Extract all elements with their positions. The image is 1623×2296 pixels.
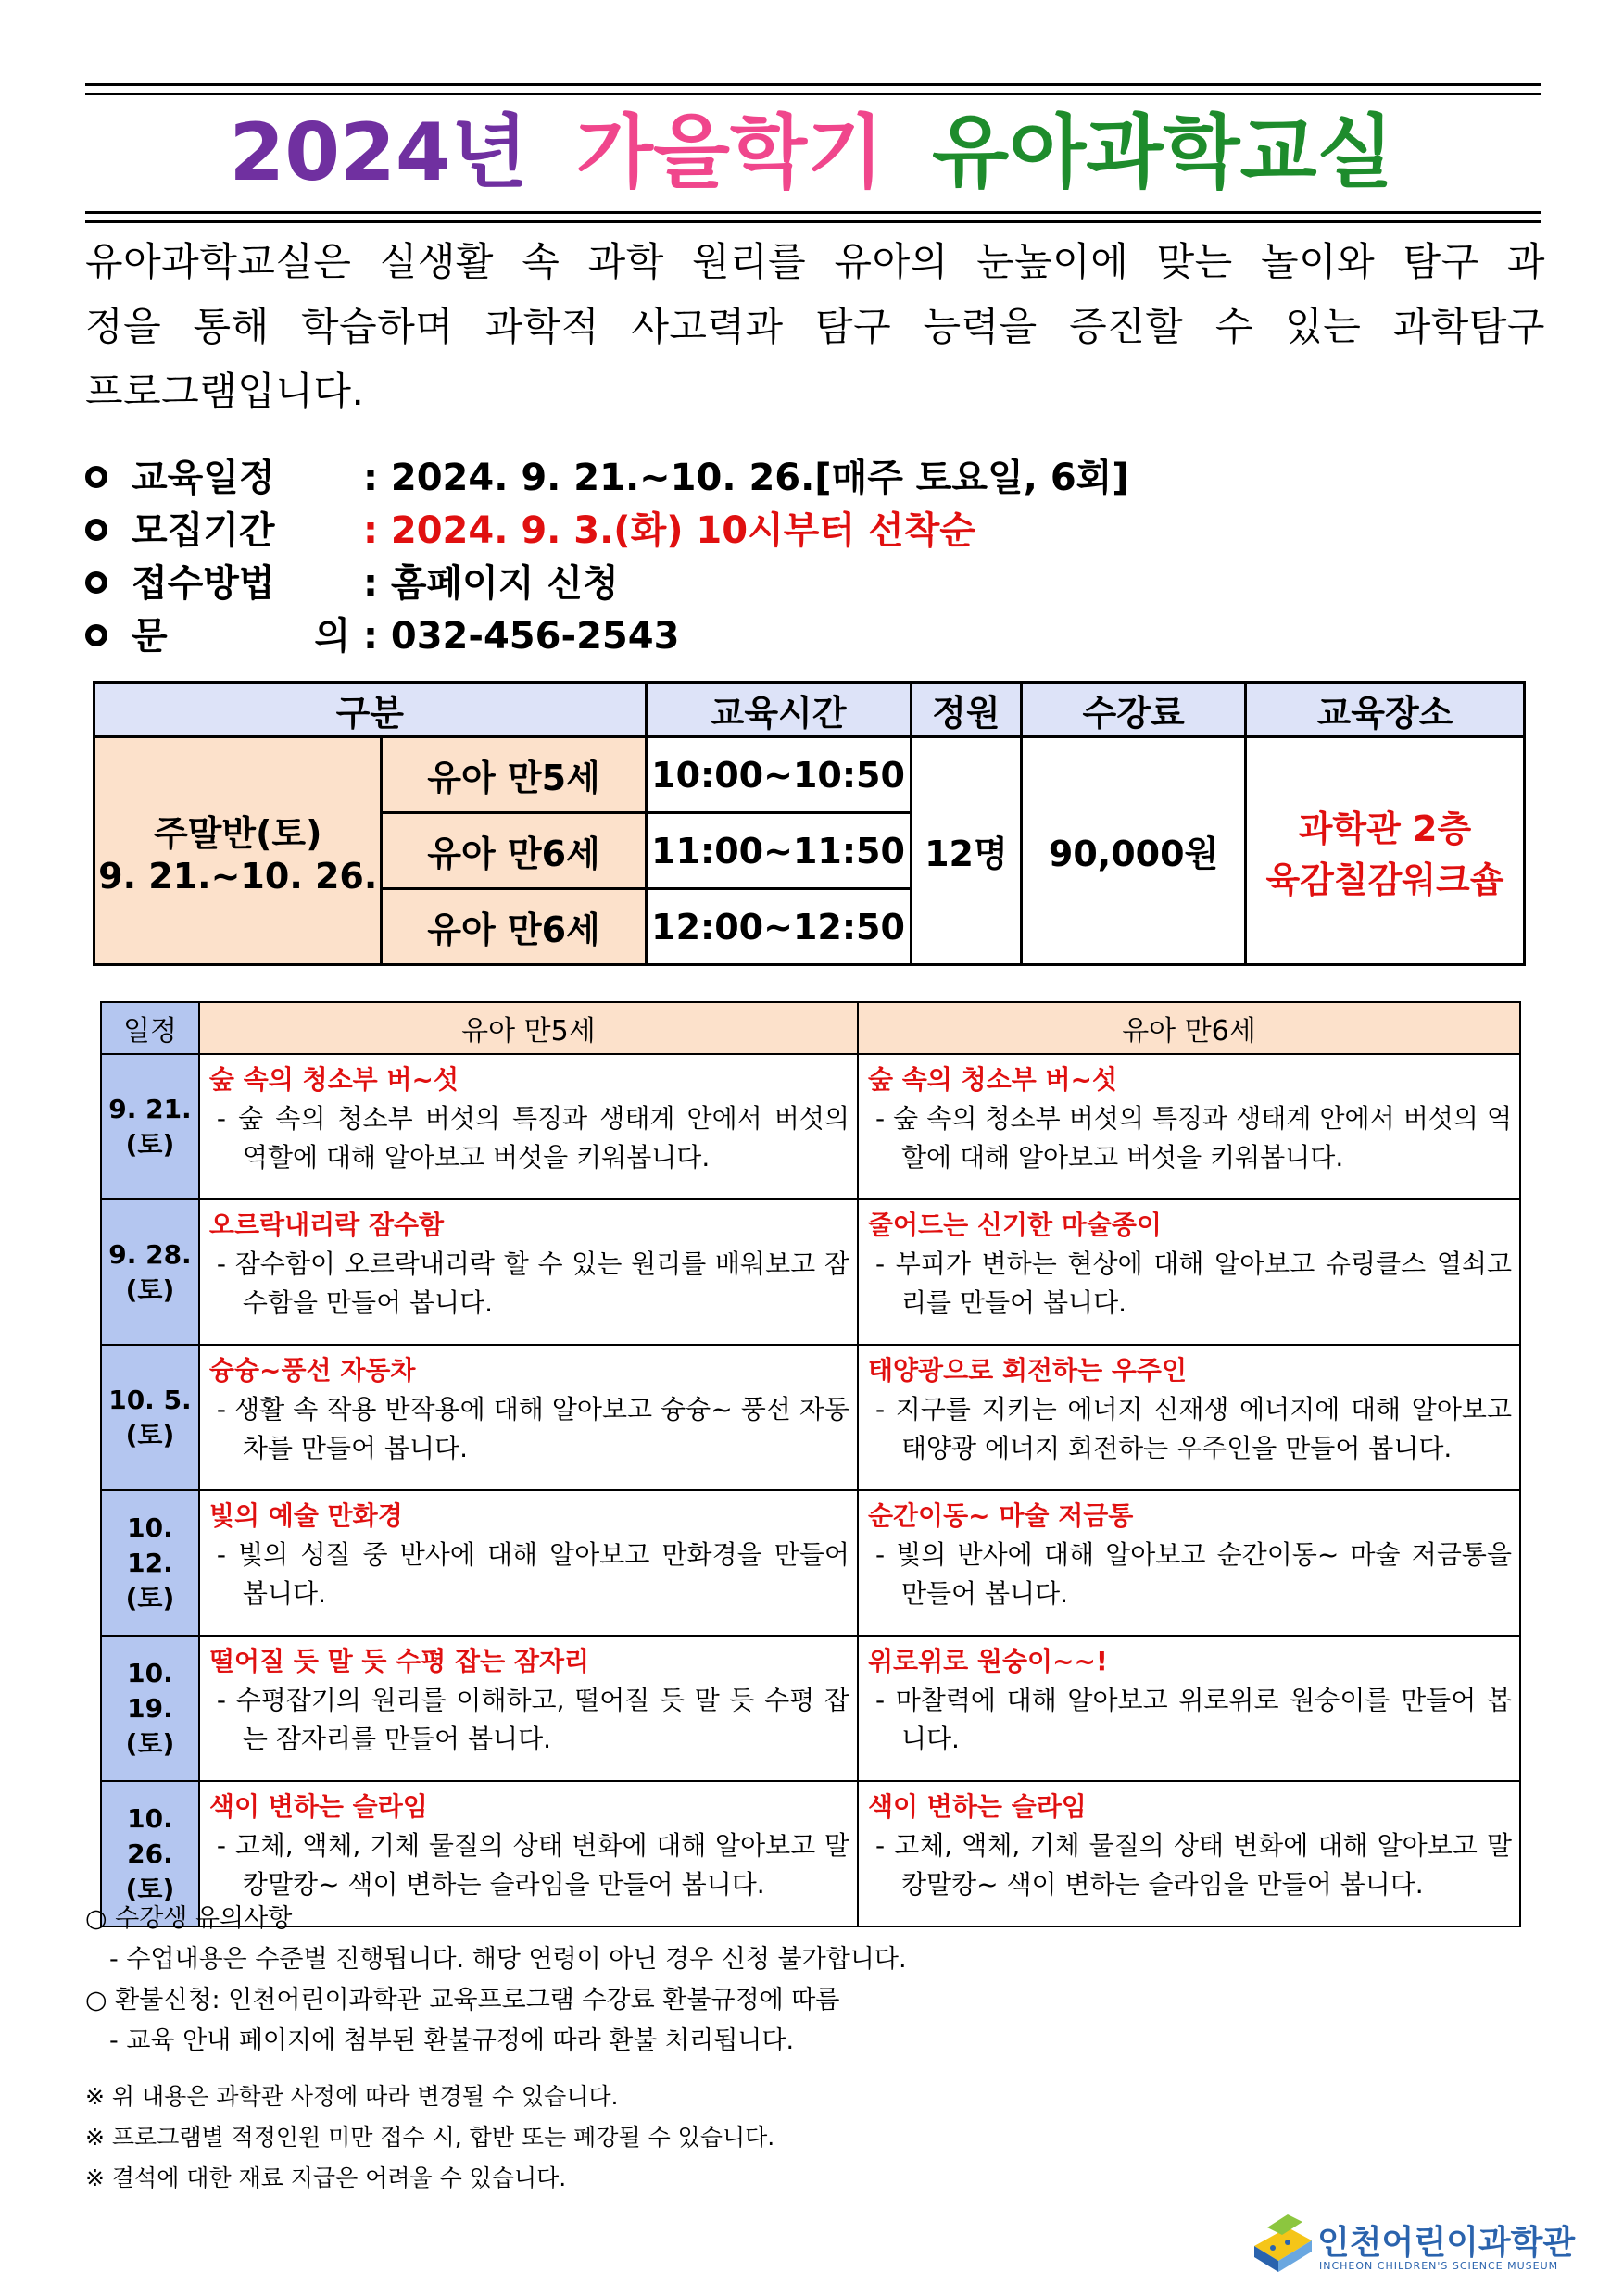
info-value: 홈페이지 신청 (390, 562, 619, 605)
lesson-cell (858, 1781, 1520, 1926)
time-cell: 12:00~12:50 (646, 889, 911, 965)
lesson-cell (858, 1199, 1520, 1345)
remark: ※ 위 내용은 과학관 사정에 따라 변경될 수 있습니다. (85, 2083, 619, 2110)
lesson-desc: - 숲 속의 청소부 버섯의 특징과 생태계 안에서 버섯의 역할에 대해 알아보고 버섯을 키워봅니다. (874, 1103, 1512, 1173)
info-value: 032-456-2543 (390, 615, 680, 658)
table-row (101, 1345, 1520, 1490)
lesson-title: 숲 속의 청소부 버~섯 (208, 1064, 459, 1095)
note-item: - 수업내용은 수준별 진행됩니다. 해당 연령이 아닌 경우 신청 불가합니다. (109, 1945, 907, 1974)
bullet-icon (85, 466, 107, 488)
lesson-desc: - 잠수함이 오르락내리락 할 수 있는 원리를 배워보고 잠수함을 만들어 봅니다. (216, 1248, 849, 1318)
table-row (101, 1054, 1520, 1199)
info-recruit: 모집기간 : 2024. 9. 3.(화) 10시부터 선착순 (85, 505, 975, 557)
bullet-icon (85, 519, 107, 541)
info-label: 교육일정 (132, 457, 275, 499)
title-rule-2 (85, 220, 1541, 223)
age-cell: 유아 만6세 (382, 889, 646, 965)
info-schedule: 교육일정 : 2024. 9. 21.~10. 26.[매주 토요일, 6회] (85, 452, 1129, 504)
notes-block (85, 1899, 907, 2062)
lesson-cell (858, 1345, 1520, 1490)
age-cell: 유아 만6세 (382, 813, 646, 889)
lesson-title: 태양광으로 회전하는 우주인 (867, 1355, 1188, 1386)
remarks-block (85, 2076, 774, 2199)
info-label: 문 의 (132, 615, 350, 658)
date-cell: 10. 12. (토) (101, 1490, 199, 1636)
lesson-desc: - 고체, 액체, 기체 물질의 상태 변화에 대해 알아보고 말캉말캉~ 색이 변하는 슬라임을 만들어 봅니다. (874, 1830, 1512, 1900)
fee-cell: 90,000원 (1022, 737, 1246, 965)
class-cell (94, 737, 382, 965)
lesson-cell (858, 1490, 1520, 1636)
lesson-cell (199, 1636, 858, 1781)
lesson-desc: - 빛의 성질 중 반사에 대해 알아보고 만화경을 만들어 봅니다. (216, 1539, 849, 1609)
note-item: - 교육 안내 페이지에 첨부된 환불규정에 따라 환불 처리됩니다. (109, 2026, 795, 2055)
remark: ※ 프로그램별 적정인원 미만 접수 시, 합반 또는 폐강될 수 있습니다. (85, 2124, 775, 2151)
header-fee: 수강료 (1022, 683, 1246, 737)
lesson-desc: - 마찰력에 대해 알아보고 위로위로 원숭이를 만들어 봅니다. (874, 1685, 1512, 1754)
date-cell: 10. 5. (토) (101, 1345, 199, 1490)
page-title (0, 102, 1623, 204)
schedule-table (100, 1001, 1521, 1927)
header-location: 교육장소 (1245, 683, 1524, 737)
lesson-title: 색이 변하는 슬라임 (867, 1791, 1087, 1822)
bullet-icon (85, 624, 107, 646)
table-row (101, 1490, 1520, 1636)
note-heading: ○ 환불신청: 인천어린이과학관 교육프로그램 수강료 환불규정에 따름 (85, 1986, 840, 2014)
title-program: 유아과학교실 (932, 107, 1394, 199)
header-time: 교육시간 (646, 683, 911, 737)
class-period: 9. 21.~10. 26. (98, 856, 378, 897)
header-capacity: 정원 (911, 683, 1022, 737)
info-apply: 접수방법 : 홈페이지 신청 (85, 558, 619, 609)
location-cell: 과학관 2층 육감칠감워크숍 (1245, 737, 1524, 965)
intro-paragraph: 유아과학교실은 실생활 속 과학 원리를 유아의 눈높이에 맞는 놀이와 탐구 과정을 통해 학습하며 과학적 사고력과 탐구 능력을 증진할 수 있는 과학탐구 프로그램입니다. (85, 239, 1545, 414)
lesson-cell (858, 1054, 1520, 1199)
info-contact: 문 의 : 032-456-2543 (85, 610, 679, 662)
lesson-title: 숲 속의 청소부 버~섯 (867, 1064, 1118, 1095)
date-cell: 10. 19. (토) (101, 1636, 199, 1781)
lesson-cell (199, 1054, 858, 1199)
lesson-cell (858, 1636, 1520, 1781)
date-cell: 10. 26. (토) (101, 1781, 199, 1926)
info-value: 2024. 9. 21.~10. 26.[매주 토요일, 6회] (390, 457, 1129, 499)
logo-subtitle: INCHEON CHILDREN'S SCIENCE MUSEUM (1319, 2260, 1559, 2272)
time-cell: 11:00~11:50 (646, 813, 911, 889)
header-age5: 유아 만5세 (199, 1002, 858, 1054)
date-cell: 9. 21. (토) (101, 1054, 199, 1199)
age-cell: 유아 만5세 (382, 737, 646, 813)
lesson-title: 순간이동~ 마술 저금통 (867, 1500, 1134, 1531)
lesson-title: 슝슝~풍선 자동차 (208, 1355, 416, 1386)
title-semester: 가을학기 (575, 107, 885, 199)
lesson-desc: - 부피가 변하는 현상에 대해 알아보고 슈링클스 열쇠고리를 만들어 봅니다. (874, 1248, 1512, 1318)
lesson-desc: - 지구를 지키는 에너지 신재생 에너지에 대해 알아보고 태양광 에너지 회전하는 우주인을 만들어 봅니다. (874, 1394, 1512, 1463)
logo-name: 인천어린이과학관 (1317, 2224, 1576, 2262)
lesson-cell (199, 1345, 858, 1490)
header-category: 구분 (94, 683, 647, 737)
lesson-cell (199, 1490, 858, 1636)
title-year: 2024년 (229, 107, 528, 199)
header-age6: 유아 만6세 (858, 1002, 1520, 1054)
lesson-title: 색이 변하는 슬라임 (208, 1791, 428, 1822)
info-value: 2024. 9. 3.(화) 10시부터 선착순 (390, 509, 975, 552)
lesson-desc: - 빛의 반사에 대해 알아보고 순간이동~ 마술 저금통을 만들어 봅니다. (874, 1539, 1512, 1609)
bullet-icon (85, 571, 107, 594)
capacity-cell: 12명 (911, 737, 1022, 965)
date-cell: 9. 28. (토) (101, 1199, 199, 1345)
title-rule-1 (85, 211, 1541, 214)
overview-table (93, 681, 1526, 966)
time-cell: 10:00~10:50 (646, 737, 911, 813)
lesson-desc: - 숲 속의 청소부 버섯의 특징과 생태계 안에서 버섯의 역할에 대해 알아보고 버섯을 키워봅니다. (216, 1103, 849, 1173)
lesson-desc: - 고체, 액체, 기체 물질의 상태 변화에 대해 알아보고 말캉말캉~ 색이 변하는 슬라임을 만들어 봅니다. (216, 1830, 849, 1900)
top-rule-2 (85, 93, 1541, 95)
table-row (101, 1199, 1520, 1345)
lesson-desc: - 수평잡기의 원리를 이해하고, 떨어질 듯 말 듯 수평 잡는 잠자리를 만들어 봅니다. (216, 1685, 849, 1754)
info-label: 모집기간 (132, 509, 275, 552)
class-name: 주말반(토) (153, 813, 322, 854)
note-heading: ○ 수강생 유의사항 (85, 1904, 293, 1933)
lesson-title: 오르락내리락 잠수함 (208, 1210, 445, 1240)
remark: ※ 결석에 대한 재료 지급은 어려울 수 있습니다. (85, 2164, 567, 2191)
info-label: 접수방법 (132, 562, 275, 605)
header-date: 일정 (101, 1002, 199, 1054)
lesson-title: 떨어질 듯 말 듯 수평 잡는 잠자리 (208, 1646, 590, 1676)
lesson-desc: - 생활 속 작용 반작용에 대해 알아보고 슝슝~ 풍선 자동차를 만들어 봅니다. (216, 1394, 849, 1463)
lesson-title: 빛의 예술 만화경 (208, 1500, 403, 1531)
top-rule-1 (85, 83, 1541, 86)
table-row (101, 1636, 1520, 1781)
lesson-cell (199, 1199, 858, 1345)
lesson-title: 줄어드는 신기한 마술종이 (867, 1210, 1162, 1240)
lesson-title: 위로위로 원숭이~~! (867, 1646, 1108, 1676)
